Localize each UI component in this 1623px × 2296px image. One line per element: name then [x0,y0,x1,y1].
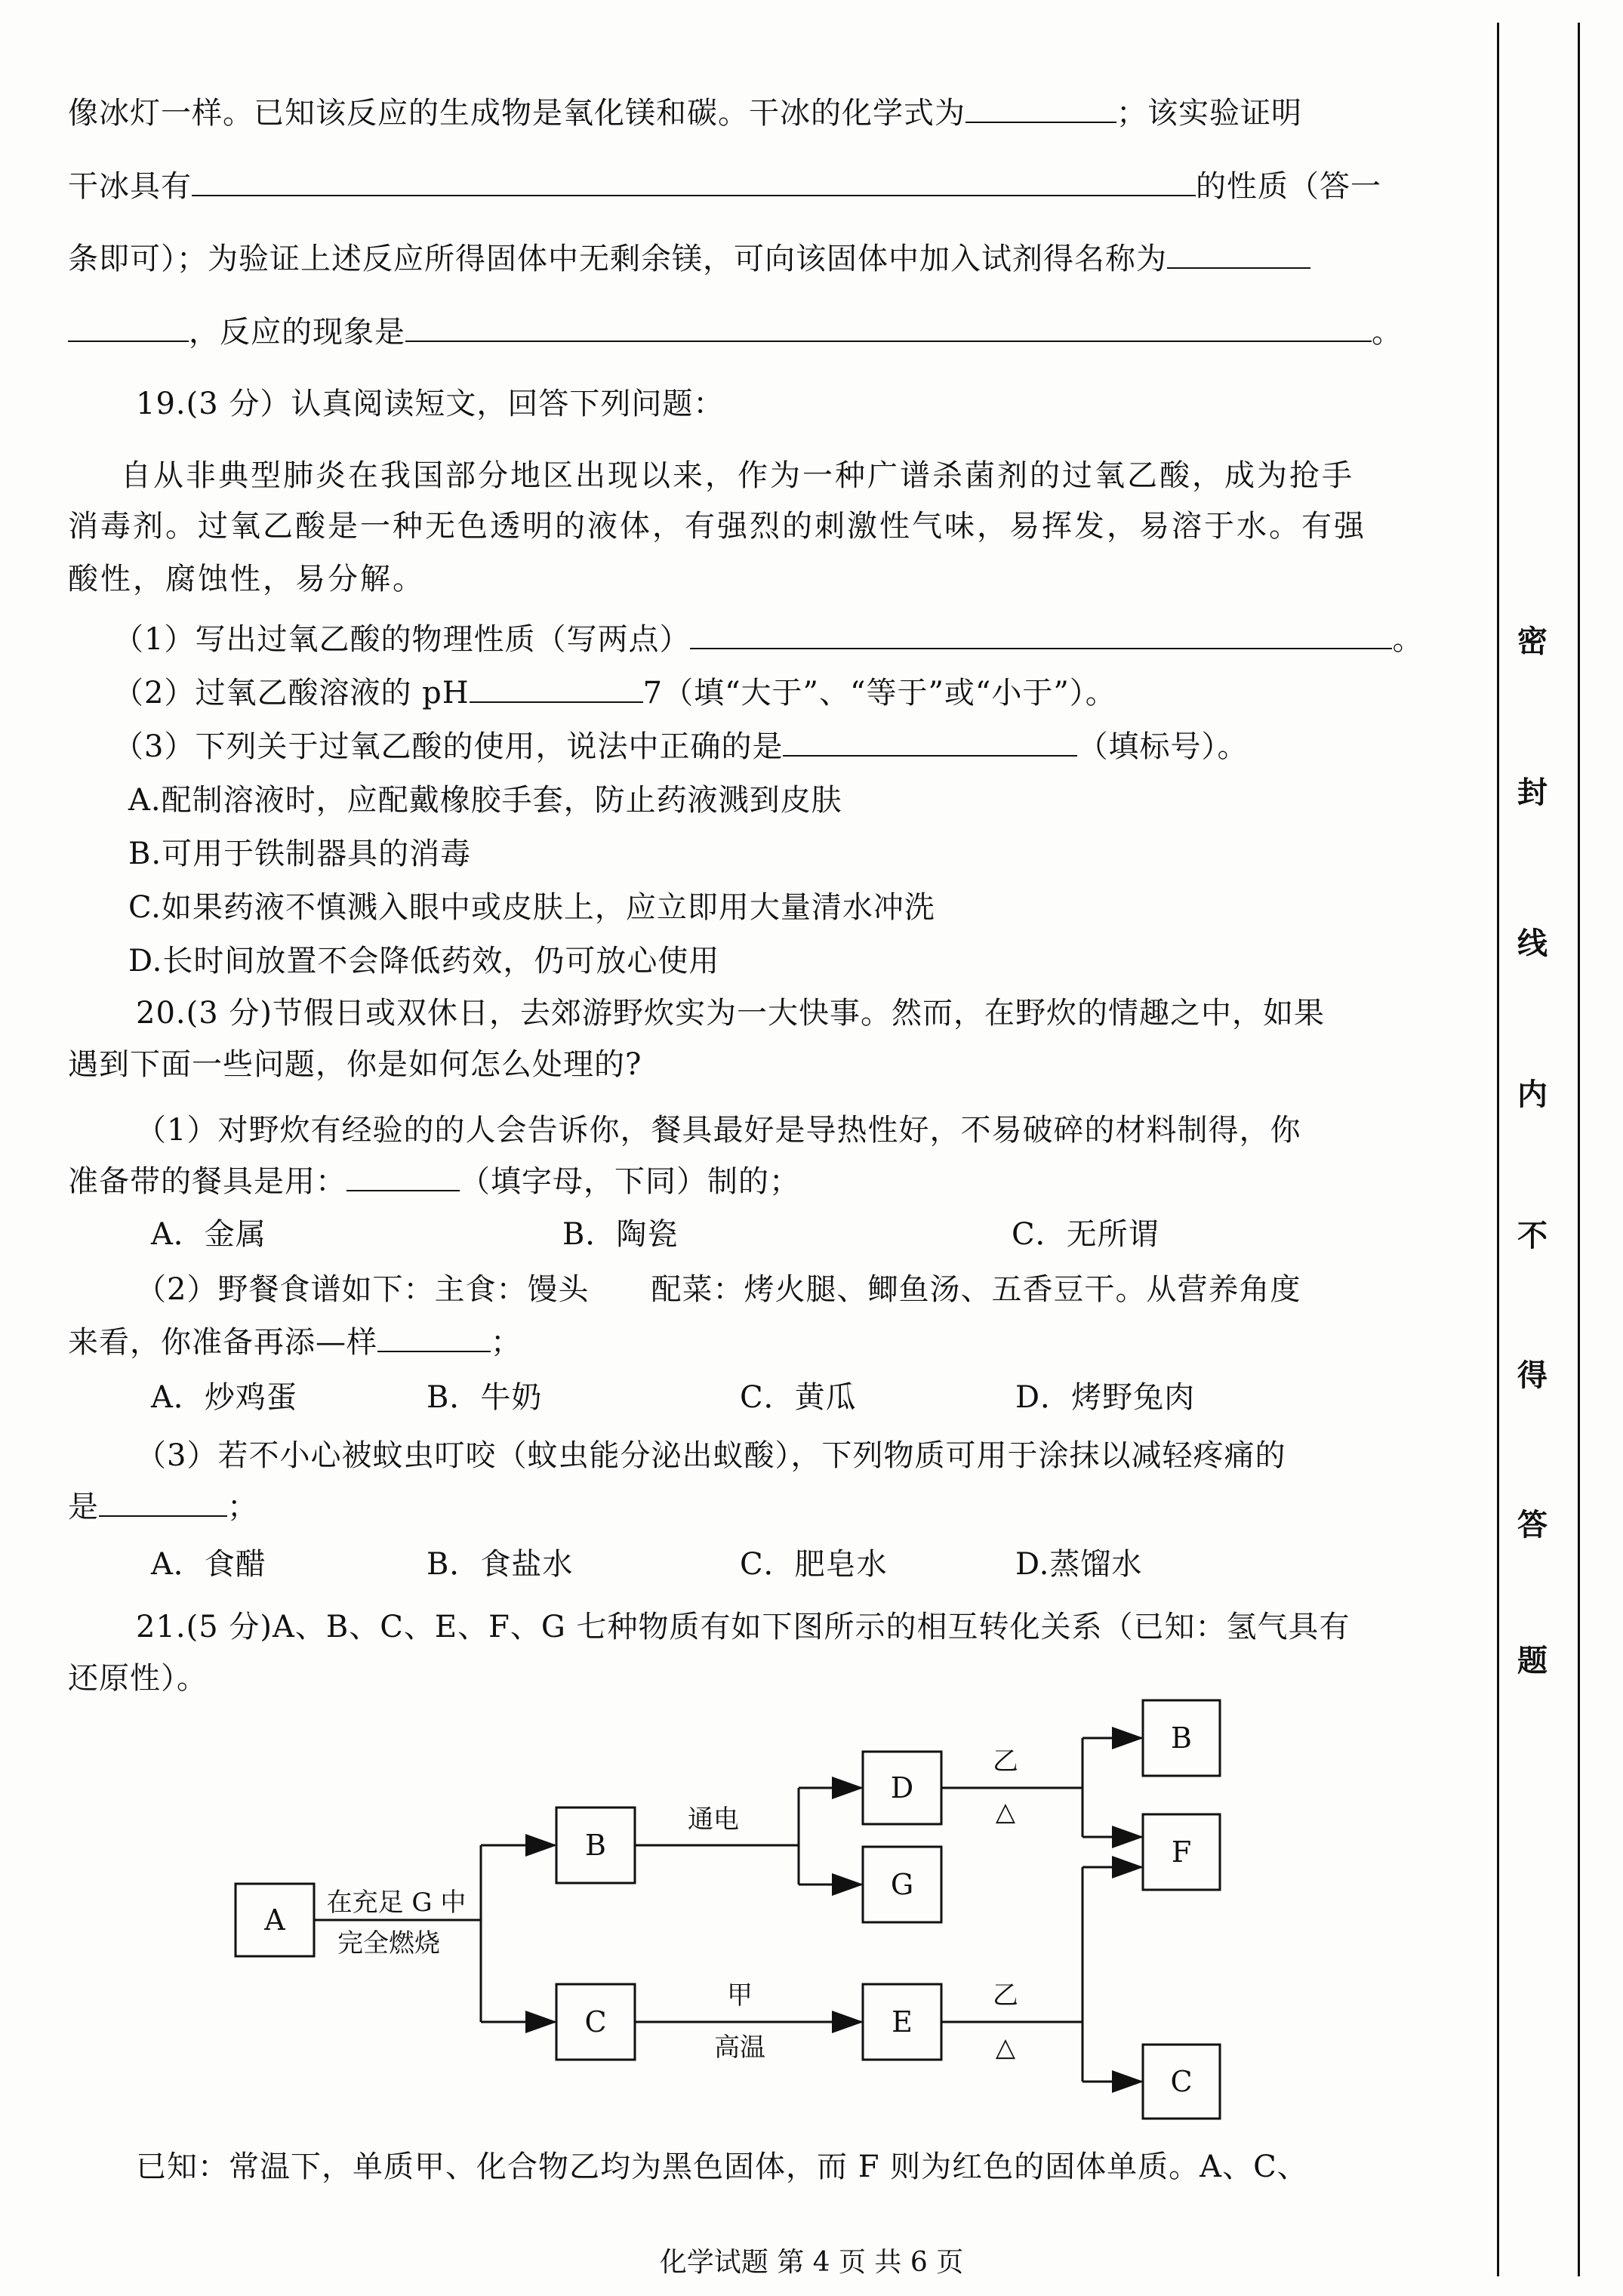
q21-known-conditions: 已知：常温下，单质甲、化合物乙均为黑色固体，而 F 则为红色的固体单质。A、C、 [136,2150,1308,2184]
label-high-temp: 高温 [714,2032,765,2063]
q20-sub-2-line-1: （2）野餐食谱如下：主食：馒头 配菜：烤火腿、鲫鱼汤、五香豆干。从营养角度 [136,1272,1301,1307]
label-electrolysis: 通电 [688,1804,739,1835]
q19-heading: 19.(3 分）认真阅读短文，回答下列问题： [136,387,725,421]
q20-sub-1-option-b: B．陶瓷 [562,1217,679,1252]
box-e-label: E [892,2005,913,2039]
q19-option-d: D.长时间放置不会降低药效，仍可放心使用 [128,944,720,978]
label-yi-lower: 乙 [993,1980,1018,2011]
q19-passage-1: 自从非典型肺炎在我国部分地区出现以来，作为一种广谱杀菌剂的过氧乙酸，成为抢手 [121,458,1354,493]
q19-sub-3: （3）下列关于过氧乙酸的使用，说法中正确的是 （填标号）。 [113,729,1249,764]
page-footer: 化学试题 第 4 页 共 6 页 [659,2247,964,2278]
q19-sub-2: （2）过氧乙酸溶液的 pH 7（填“大于”、“等于”或“小于”）。 [113,676,1116,710]
q20-sub-3-option-c: C．肥皂水 [740,1547,888,1582]
seal-char-5: 不 [1517,1218,1548,1253]
q19-passage-2: 消毒剂。过氧乙酸是一种无色透明的液体，有强烈的刺激性气味，易挥发，易溶于水。有强 [68,509,1366,544]
label-jia: 甲 [727,1980,753,2011]
label-burn-2: 完全燃烧 [337,1928,440,1959]
box-f-label: F [1171,1835,1192,1869]
q21-heading-2: 还原性）。 [68,1661,208,1696]
q20-sub-1-option-c: C．无所谓 [1012,1217,1160,1252]
seal-char-4: 内 [1517,1077,1548,1112]
q20-sub-3-option-b: B．食盐水 [427,1547,574,1582]
q20-sub-1-line-1: （1）对野炊有经验的的人会告诉你，餐具最好是导热性好，不易破碎的材料制得，你 [136,1113,1301,1148]
box-a-label: A [264,1903,285,1937]
seal-line-left [1497,23,1499,2276]
q20-sub-2-line-2: 来看，你准备再添—样 ； [68,1325,522,1360]
q20-heading: 20.(3 分)节假日或双休日，去郊游野炊实为一大快事。然而，在野炊的情趣之中，如果 [136,996,1325,1031]
seal-char-7: 答 [1517,1507,1548,1542]
q20-sub-3-option-a: A．食醋 [151,1547,266,1582]
q18-line-3: 条即可）；为验证上述反应所得固体中无剩余镁，可向该固体中加入试剂得名称为 [68,240,1310,278]
q19-option-b: B.可用于铁制器具的消毒 [128,837,472,871]
q20-sub-2-option-b: B．牛奶 [427,1380,543,1415]
box-d-label: D [890,1771,914,1804]
q20-sub-3-option-d: D.蒸馏水 [1015,1547,1143,1582]
seal-char-8: 题 [1517,1643,1548,1678]
label-heat-upper: △ [995,1797,1016,1827]
box-b-label: B [585,1829,606,1862]
box-b-right-label: B [1171,1721,1192,1755]
seal-char-6: 得 [1517,1358,1548,1393]
seal-char-1: 密 [1517,624,1548,659]
label-yi-upper: 乙 [993,1746,1018,1777]
q19-passage-3: 酸性，腐蚀性，易分解。 [68,562,425,596]
q18-line-4: ，反应的现象是 。 [68,313,1403,351]
box-c-label: C [584,2005,607,2039]
q20-sub-2-option-c: C．黄瓜 [740,1380,857,1415]
q20-sub-1-line-2: 准备带的餐具是用： （填字母，下同）制的； [68,1164,800,1199]
box-c-right-label: C [1170,2065,1193,2098]
q19-option-c: C.如果药液不慎溅入眼中或皮肤上，应立即用大量清水冲洗 [128,890,935,925]
q20-sub-2-option-a: A．炒鸡蛋 [151,1380,297,1415]
box-g-label: G [890,1868,914,1901]
seal-line-right [1578,23,1580,2276]
q19-sub-1: （1）写出过氧乙酸的物理性质（写两点） 。 [113,622,1424,657]
seal-char-2: 封 [1517,775,1548,810]
q20-heading-2: 遇到下面一些问题，你是如何怎么处理的? [68,1047,642,1082]
q20-sub-1-option-a: A．金属 [151,1217,266,1252]
q19-option-a: A.配制溶液时，应配戴橡胶手套，防止药液溅到皮肤 [128,783,842,818]
q18-line-2: 干冰具有 的性质（答一 [68,169,1381,204]
seal-char-3: 线 [1517,926,1548,961]
q20-sub-2-option-d: D．烤野兔肉 [1015,1380,1196,1415]
q20-sub-3-line-1: （3）若不小心被蚊虫叮咬（蚊虫能分泌出蚁酸），下列物质可用于涂抹以减轻疼痛的 [136,1438,1286,1473]
q20-sub-3-line-2: 是 ； [68,1490,258,1524]
label-burn-1: 在充足 G 中 [326,1888,467,1918]
q18-line-1: 像冰灯一样。已知该反应的生成物是氧化镁和碳。干冰的化学式为 ；该实验证明 [68,96,1302,131]
label-heat-lower: △ [995,2032,1016,2063]
q21-heading: 21.(5 分)A、B、C、E、F、G 七种物质有如下图所示的相互转化关系（已知：氢气具有 [136,1610,1350,1644]
